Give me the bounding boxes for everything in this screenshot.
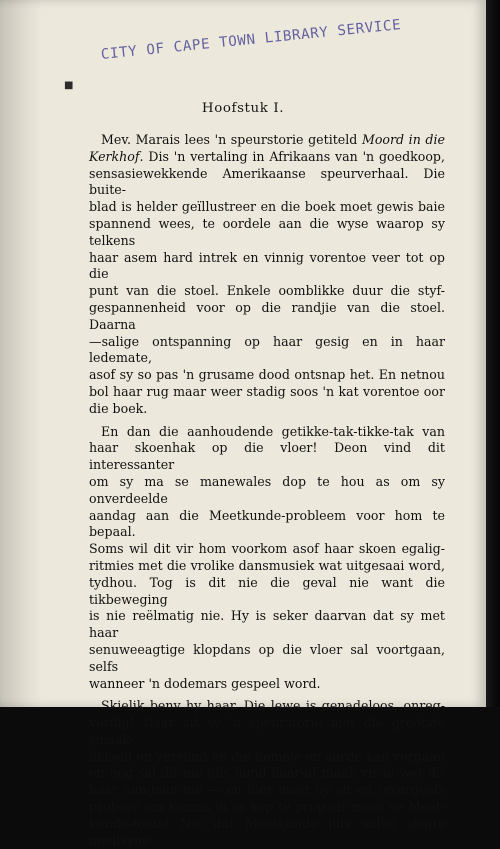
text-line	[89, 149, 445, 166]
text-line: En dan die aanhoudende getikke-tak-tikke-tak van	[101, 423, 445, 439]
text-line: —salige ontspanning op haar gesig en in haar ledemate,	[89, 333, 445, 366]
text-line: gespannenheid voor op die randjie van die stoel. Daarna	[89, 299, 445, 332]
margin-mark: ■	[64, 80, 74, 91]
text-line: aandag aan die Meetkunde-probleem voor hom te bepaal.	[89, 507, 445, 540]
library-stamp: CITY OF CAPE TOWN LIBRARY SERVICE	[100, 17, 402, 63]
text-line: blad is helder geïllustreer en die boek moet gewis baie	[89, 199, 445, 215]
book-title-text: Moord in die	[361, 132, 445, 147]
text-line: senuweeagtige klopdans op die vloer sal voortgaan, selfs	[89, 641, 445, 674]
book-title-text: Kerkhof	[89, 148, 140, 164]
page-edge-shadow	[486, 0, 500, 707]
text-line: tydhou. Tog is dit nie die geval nie want die tikbeweging	[89, 574, 445, 607]
paragraph	[89, 424, 445, 693]
text-line: probeer om kennis in sy kop te prop vir more se Meet-	[89, 799, 445, 815]
chapter-title: Hoofstuk I.	[201, 101, 285, 116]
text-line: kunde-toets! Nie dat Meetkunde juis sulke slegte medisyne	[89, 815, 445, 848]
text-line: haar skoenhak op die vloer! Deon vind dit interessanter	[89, 440, 445, 473]
text-line: en nog sal dit nie juis hond haar-af maak vir al wat dit	[89, 765, 445, 781]
text-line: bol haar rug maar weer stadig soos 'n kat vorentoe oor	[89, 383, 445, 399]
paragraph	[89, 132, 445, 418]
text-line: verdig! Daar sit sy 'n speurstorie met die grootste smaak-	[89, 715, 445, 747]
body-text	[89, 132, 445, 849]
text-line: Skielik beny hy haar. Die lewe is genadeloos, onreg-	[101, 698, 445, 714]
text-line: spannend wees, te oordele aan die wyse waarop sy telkens	[89, 215, 445, 248]
text-line: ritmies met die vrolike dansmusiek wat uitgesaai word,	[89, 557, 445, 573]
text-segment: Mev. Marais lees 'n speurstorie getiteld	[101, 132, 362, 147]
paragraph	[89, 698, 445, 849]
text-line: die boek.	[89, 400, 148, 416]
text-line: likheid en verslind en die hemele en aarde kan vergaan	[89, 748, 445, 764]
text-line: haar aangaan nie — en hier moet hy sit en tevergeefs	[89, 782, 445, 798]
text-line: Soms wil dit vir hom voorkom asof haar skoen egalig-	[89, 541, 445, 557]
text-line: punt van die stoel. Enkele oomblikke duur die styf-	[89, 283, 445, 299]
text-line: haar asem hard intrek en vinnig vorentoe veer tot op die	[89, 249, 445, 282]
text-line: sensasiewekkende Amerikaanse speurverhaal. Die buite-	[89, 165, 445, 198]
text-segment: . Dis 'n vertaling in Afrikaans van 'n goedkoop,	[139, 148, 445, 164]
text-line	[89, 132, 445, 149]
text-line: om sy ma se manewales dop te hou as om sy onverdeelde	[89, 473, 445, 506]
text-line: is nie reëlmatig nie. Hy is seker daarvan dat sy met haar	[89, 608, 445, 641]
text-line: asof sy so pas 'n grusame dood ontsnap het. En netnou	[89, 367, 445, 383]
text-line: wanneer 'n dodemars gespeel word.	[89, 675, 321, 691]
